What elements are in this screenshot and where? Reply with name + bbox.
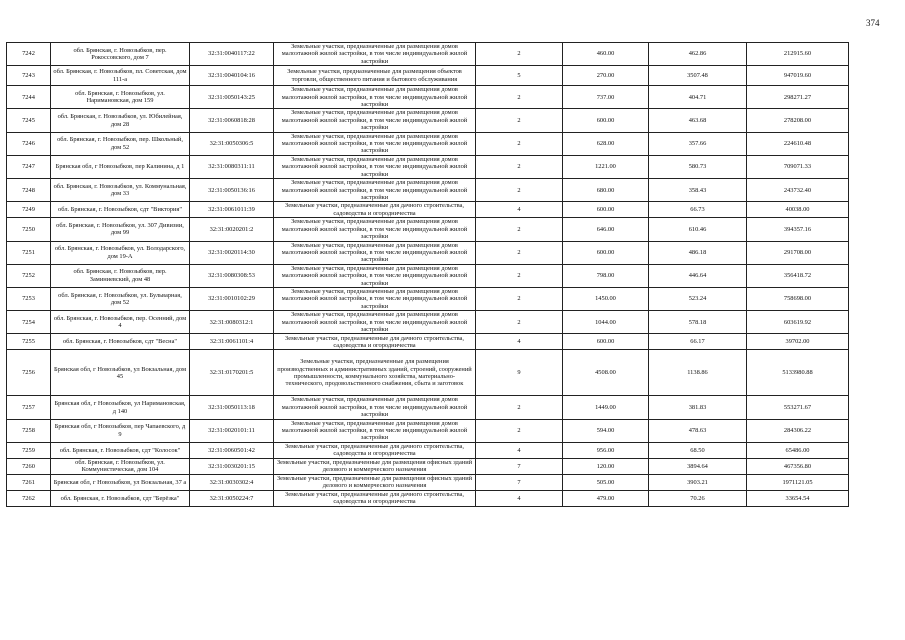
cadastral-value-cell: 298271.27 — [747, 86, 849, 109]
table-row — [7, 419, 905, 442]
cadastral-number-cell: 32:31:0061011:39 — [190, 202, 274, 218]
land-use-cell: Земельные участки, предназначенные для размещения домов малоэтажной жилой застройки, в том числе индивидуальной жилой застройки — [274, 132, 476, 155]
specific-value-cell: 3507.48 — [649, 66, 747, 86]
group-cell: 2 — [476, 264, 563, 287]
group-cell: 2 — [476, 109, 563, 132]
land-use-cell: Земельные участки, предназначенные для размещения домов малоэтажной жилой застройки, в том числе индивидуальной жилой застройки — [274, 218, 476, 241]
specific-value-cell: 486.18 — [649, 241, 747, 264]
table-row — [7, 218, 905, 241]
land-use-cell: Земельные участки, предназначенные для размещения домов малоэтажной жилой застройки, в том числе индивидуальной жилой застройки — [274, 287, 476, 310]
cadastral-value-cell: 39702.00 — [747, 334, 849, 350]
land-use-cell: Земельные участки, предназначенные для размещения производственных и административных зданий, строений, сооружений промышленности, коммунального хозяйства, материально-технического, продовольственного снабжения, сбыта и заготовок — [274, 350, 476, 396]
cadastral-number-cell: 32:31:0010102:29 — [190, 287, 274, 310]
group-cell: 2 — [476, 241, 563, 264]
address-cell: Брянская обл, г Новозыбков, пер Калинина, д 1 — [51, 155, 190, 178]
land-use-cell: Земельные участки, предназначенные для дачного строительства, садоводства и огородничества — [274, 490, 476, 506]
cadastral-value-cell: 224610.48 — [747, 132, 849, 155]
area-cell: 505.00 — [563, 474, 649, 490]
table-row — [7, 132, 905, 155]
row-number: 7261 — [7, 474, 51, 490]
address-cell: обл. Брянская, г. Новозыбков, пер. Заминиевский, дом 48 — [51, 264, 190, 287]
table-row — [7, 490, 905, 506]
row-number: 7247 — [7, 155, 51, 178]
row-number: 7250 — [7, 218, 51, 241]
group-cell: 7 — [476, 474, 563, 490]
cadastral-number-cell: 32:31:0080311:11 — [190, 155, 274, 178]
table-row — [7, 155, 905, 178]
area-cell: 594.00 — [563, 419, 649, 442]
cadastral-value-cell: 40038.00 — [747, 202, 849, 218]
table-row — [7, 442, 905, 458]
cadastral-value-cell: 278208.00 — [747, 109, 849, 132]
land-use-cell: Земельные участки, предназначенные для размещения домов малоэтажной жилой застройки, в том числе индивидуальной жилой застройки — [274, 241, 476, 264]
specific-value-cell: 478.63 — [649, 419, 747, 442]
land-use-cell: Земельные участки, предназначенные для размещения домов малоэтажной жилой застройки, в том числе индивидуальной жилой застройки — [274, 419, 476, 442]
cadastral-value-cell: 291708.00 — [747, 241, 849, 264]
address-cell: Брянская обл, г Новозыбков, ул Наримановская, д 140 — [51, 396, 190, 419]
specific-value-cell: 446.64 — [649, 264, 747, 287]
table-row — [7, 474, 905, 490]
address-cell: обл. Брянская, г. Новозыбков, пер. Рокоссовского, дом 7 — [51, 43, 190, 66]
land-registry-table — [6, 42, 905, 507]
specific-value-cell: 463.68 — [649, 109, 747, 132]
cadastral-number-cell: 32:31:0061101:4 — [190, 334, 274, 350]
land-use-cell: Земельные участки, предназначенные для дачного строительства, садоводства и огородничества — [274, 202, 476, 218]
row-number: 7252 — [7, 264, 51, 287]
group-cell: 2 — [476, 132, 563, 155]
area-cell: 680.00 — [563, 179, 649, 202]
area-cell: 460.00 — [563, 43, 649, 66]
cadastral-value-cell: 5133980.88 — [747, 350, 849, 396]
land-use-cell: Земельные участки, предназначенные для размещения домов малоэтажной жилой застройки, в том числе индивидуальной жилой застройки — [274, 264, 476, 287]
cadastral-number-cell: 32:31:0170201:5 — [190, 350, 274, 396]
cadastral-number-cell: 32:31:0050224:7 — [190, 490, 274, 506]
blank-cell — [849, 218, 905, 241]
blank-cell — [849, 43, 905, 66]
land-use-cell: Земельные участки, предназначенные для размещения офисных зданий делового и коммерческого назначения — [274, 458, 476, 474]
cadastral-number-cell: 32:31:0060818:28 — [190, 109, 274, 132]
row-number: 7255 — [7, 334, 51, 350]
row-number: 7249 — [7, 202, 51, 218]
table-row — [7, 179, 905, 202]
specific-value-cell: 3903.21 — [649, 474, 747, 490]
area-cell: 798.00 — [563, 264, 649, 287]
group-cell: 4 — [476, 490, 563, 506]
land-use-cell: Земельные участки, предназначенные для размещения домов малоэтажной жилой застройки, в том числе индивидуальной жилой застройки — [274, 86, 476, 109]
group-cell: 7 — [476, 458, 563, 474]
blank-cell — [849, 66, 905, 86]
blank-cell — [849, 442, 905, 458]
table-row — [7, 109, 905, 132]
group-cell: 5 — [476, 66, 563, 86]
land-use-cell: Земельные участки, предназначенные для размещения домов малоэтажной жилой застройки, в том числе индивидуальной жилой застройки — [274, 43, 476, 66]
address-cell: обл. Брянская, г. Новозыбков, ул. Юбилейная, дом 28 — [51, 109, 190, 132]
group-cell: 2 — [476, 179, 563, 202]
area-cell: 600.00 — [563, 241, 649, 264]
area-cell: 600.00 — [563, 202, 649, 218]
cadastral-number-cell: 32:31:0020114:30 — [190, 241, 274, 264]
specific-value-cell: 66.17 — [649, 334, 747, 350]
cadastral-value-cell: 709071.33 — [747, 155, 849, 178]
row-number: 7253 — [7, 287, 51, 310]
cadastral-number-cell: 32:31:0060501:42 — [190, 442, 274, 458]
row-number: 7251 — [7, 241, 51, 264]
table-row — [7, 311, 905, 334]
area-cell: 1450.00 — [563, 287, 649, 310]
table-row — [7, 66, 905, 86]
blank-cell — [849, 264, 905, 287]
group-cell: 2 — [476, 218, 563, 241]
area-cell: 270.00 — [563, 66, 649, 86]
cadastral-value-cell: 65486.00 — [747, 442, 849, 458]
group-cell: 4 — [476, 442, 563, 458]
address-cell: обл. Брянская, г. Новозыбков, ул. Наримановская, дом 159 — [51, 86, 190, 109]
group-cell: 2 — [476, 155, 563, 178]
blank-cell — [849, 474, 905, 490]
row-number: 7245 — [7, 109, 51, 132]
row-number: 7262 — [7, 490, 51, 506]
blank-cell — [849, 490, 905, 506]
blank-cell — [849, 86, 905, 109]
blank-cell — [849, 287, 905, 310]
registry-body — [7, 43, 905, 507]
area-cell: 600.00 — [563, 334, 649, 350]
address-cell: обл. Брянская, г. Новозыбков, пер. Осенний, дом 4 — [51, 311, 190, 334]
cadastral-number-cell: 32:31:0040104:16 — [190, 66, 274, 86]
cadastral-value-cell: 394357.16 — [747, 218, 849, 241]
specific-value-cell: 1138.86 — [649, 350, 747, 396]
specific-value-cell: 68.50 — [649, 442, 747, 458]
table-row — [7, 396, 905, 419]
land-use-cell: Земельные участки, предназначенные для дачного строительства, садоводства и огородничества — [274, 334, 476, 350]
group-cell: 4 — [476, 202, 563, 218]
table-row — [7, 241, 905, 264]
row-number: 7244 — [7, 86, 51, 109]
blank-cell — [849, 241, 905, 264]
cadastral-number-cell: 32:31:0050113:18 — [190, 396, 274, 419]
cadastral-value-cell: 947019.60 — [747, 66, 849, 86]
land-use-cell: Земельные участки, предназначенные для дачного строительства, садоводства и огородничества — [274, 442, 476, 458]
land-use-cell: Земельные участки, предназначенные для размещения объектов торговли, общественного питания и бытового обслуживания — [274, 66, 476, 86]
land-use-cell: Земельные участки, предназначенные для размещения домов малоэтажной жилой застройки, в том числе индивидуальной жилой застройки — [274, 109, 476, 132]
group-cell: 2 — [476, 287, 563, 310]
area-cell: 1044.00 — [563, 311, 649, 334]
blank-cell — [849, 202, 905, 218]
address-cell: Брянская обл, г Новозыбков, пер Чапаевского, д 9 — [51, 419, 190, 442]
cadastral-number-cell: 32:31:0020201:2 — [190, 218, 274, 241]
cadastral-value-cell: 467356.80 — [747, 458, 849, 474]
group-cell: 9 — [476, 350, 563, 396]
group-cell: 4 — [476, 334, 563, 350]
specific-value-cell: 70.26 — [649, 490, 747, 506]
cadastral-number-cell: 32:31:0050136:16 — [190, 179, 274, 202]
group-cell: 2 — [476, 43, 563, 66]
table-row — [7, 458, 905, 474]
blank-cell — [849, 155, 905, 178]
cadastral-value-cell: 284306.22 — [747, 419, 849, 442]
table-row — [7, 264, 905, 287]
blank-cell — [849, 109, 905, 132]
table-row — [7, 202, 905, 218]
cadastral-number-cell: 32:31:0080312:1 — [190, 311, 274, 334]
table-row — [7, 43, 905, 66]
specific-value-cell: 358.43 — [649, 179, 747, 202]
specific-value-cell: 610.46 — [649, 218, 747, 241]
row-number: 7259 — [7, 442, 51, 458]
area-cell: 120.00 — [563, 458, 649, 474]
address-cell: обл. Брянская, г. Новозыбков, сдт "Виктория" — [51, 202, 190, 218]
cadastral-value-cell: 553271.67 — [747, 396, 849, 419]
land-use-cell: Земельные участки, предназначенные для размещения домов малоэтажной жилой застройки, в том числе индивидуальной жилой застройки — [274, 396, 476, 419]
cadastral-value-cell: 33654.54 — [747, 490, 849, 506]
address-cell: обл. Брянская, г. Новозыбков, сдт "Берёзка" — [51, 490, 190, 506]
specific-value-cell: 357.66 — [649, 132, 747, 155]
specific-value-cell: 580.73 — [649, 155, 747, 178]
row-number: 7248 — [7, 179, 51, 202]
cadastral-value-cell: 243732.40 — [747, 179, 849, 202]
row-number: 7257 — [7, 396, 51, 419]
blank-cell — [849, 179, 905, 202]
address-cell: обл. Брянская, г. Новозыбков, сдт "Колосок" — [51, 442, 190, 458]
blank-cell — [849, 458, 905, 474]
row-number: 7242 — [7, 43, 51, 66]
cadastral-value-cell: 603619.92 — [747, 311, 849, 334]
row-number: 7246 — [7, 132, 51, 155]
group-cell: 2 — [476, 419, 563, 442]
cadastral-number-cell: 32:31:0030201:15 — [190, 458, 274, 474]
cadastral-value-cell: 1971121.05 — [747, 474, 849, 490]
row-number: 7243 — [7, 66, 51, 86]
specific-value-cell: 3894.64 — [649, 458, 747, 474]
specific-value-cell: 381.83 — [649, 396, 747, 419]
cadastral-number-cell: 32:31:0030302:4 — [190, 474, 274, 490]
row-number: 7260 — [7, 458, 51, 474]
area-cell: 956.00 — [563, 442, 649, 458]
group-cell: 2 — [476, 396, 563, 419]
address-cell: обл. Брянская, г. Новозыбков, ул. Коммунальная, дом 33 — [51, 179, 190, 202]
blank-cell — [849, 311, 905, 334]
specific-value-cell: 523.24 — [649, 287, 747, 310]
cadastral-number-cell: 32:31:0050306:5 — [190, 132, 274, 155]
cadastral-value-cell: 758698.00 — [747, 287, 849, 310]
address-cell: обл. Брянская, г. Новозыбков, ул. Володарского, дом 19-А — [51, 241, 190, 264]
blank-cell — [849, 132, 905, 155]
address-cell: обл. Брянская, г. Новозыбков, ул. Коммунистическая, дом 104 — [51, 458, 190, 474]
area-cell: 4508.00 — [563, 350, 649, 396]
cadastral-number-cell: 32:31:0080308:53 — [190, 264, 274, 287]
area-cell: 646.00 — [563, 218, 649, 241]
area-cell: 600.00 — [563, 109, 649, 132]
table-row — [7, 287, 905, 310]
address-cell: обл. Брянская, г. Новозыбков, сдт "Весна" — [51, 334, 190, 350]
table-row — [7, 350, 905, 396]
area-cell: 479.00 — [563, 490, 649, 506]
area-cell: 628.00 — [563, 132, 649, 155]
specific-value-cell: 578.18 — [649, 311, 747, 334]
area-cell: 737.00 — [563, 86, 649, 109]
address-cell: обл. Брянская, г. Новозыбков, ул. Бульварная, дом 52 — [51, 287, 190, 310]
specific-value-cell: 462.86 — [649, 43, 747, 66]
group-cell: 2 — [476, 311, 563, 334]
group-cell: 2 — [476, 86, 563, 109]
address-cell: Брянская обл, г Новозыбков, ул Вокзальная, 37 а — [51, 474, 190, 490]
blank-cell — [849, 350, 905, 396]
cadastral-value-cell: 212915.60 — [747, 43, 849, 66]
specific-value-cell: 404.71 — [649, 86, 747, 109]
table-row — [7, 334, 905, 350]
blank-cell — [849, 419, 905, 442]
row-number: 7256 — [7, 350, 51, 396]
address-cell: обл. Брянская, г. Новозыбков, пл. Советская, дом 111-а — [51, 66, 190, 86]
cadastral-number-cell: 32:31:0050143:25 — [190, 86, 274, 109]
address-cell: Брянская обл, г Новозыбков, ул Вокзальная, дом 45 — [51, 350, 190, 396]
cadastral-value-cell: 356418.72 — [747, 264, 849, 287]
row-number: 7258 — [7, 419, 51, 442]
land-use-cell: Земельные участки, предназначенные для размещения офисных зданий делового и коммерческого назначения — [274, 474, 476, 490]
address-cell: обл. Брянская, г. Новозыбков, ул. 307 Дивизии, дом 99 — [51, 218, 190, 241]
area-cell: 1449.00 — [563, 396, 649, 419]
land-use-cell: Земельные участки, предназначенные для размещения домов малоэтажной жилой застройки, в том числе индивидуальной жилой застройки — [274, 179, 476, 202]
row-number: 7254 — [7, 311, 51, 334]
blank-cell — [849, 334, 905, 350]
cadastral-number-cell: 32:31:0020101:11 — [190, 419, 274, 442]
address-cell: обл. Брянская, г. Новозыбков, пер. Школьный, дом 52 — [51, 132, 190, 155]
blank-cell — [849, 396, 905, 419]
land-use-cell: Земельные участки, предназначенные для размещения домов малоэтажной жилой застройки, в том числе индивидуальной жилой застройки — [274, 155, 476, 178]
area-cell: 1221.00 — [563, 155, 649, 178]
page-number: 374 — [866, 18, 880, 28]
cadastral-number-cell: 32:31:0040117:22 — [190, 43, 274, 66]
specific-value-cell: 66.73 — [649, 202, 747, 218]
land-use-cell: Земельные участки, предназначенные для размещения домов малоэтажной жилой застройки, в том числе индивидуальной жилой застройки — [274, 311, 476, 334]
table-row — [7, 86, 905, 109]
